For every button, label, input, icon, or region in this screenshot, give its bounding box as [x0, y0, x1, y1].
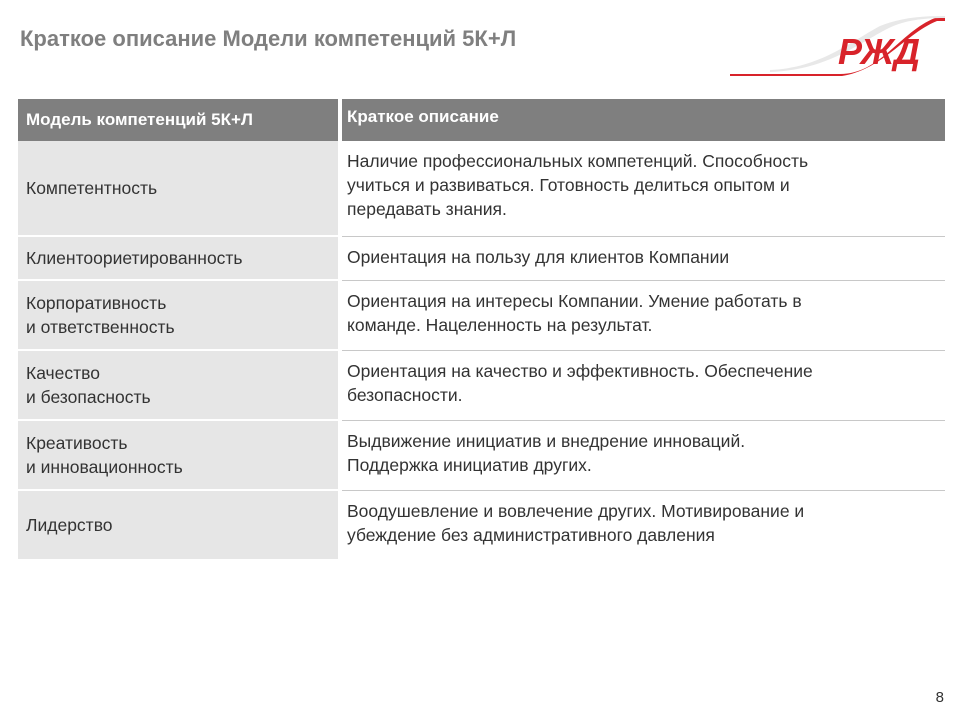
description-cell	[342, 491, 945, 559]
description-line: Ориентация на интересы Компании. Умение работать в	[347, 291, 802, 311]
competence-table	[18, 99, 945, 559]
competence-line: Лидерство	[26, 515, 113, 535]
description-cell	[342, 421, 945, 491]
rzd-logo	[730, 12, 945, 78]
description-line: Поддержка инициатив других.	[347, 455, 592, 475]
competence-line: Качество	[26, 363, 100, 383]
page-number: 8	[935, 689, 944, 706]
description-cell	[342, 237, 945, 281]
description-line: убеждение без административного давления	[347, 525, 715, 545]
description-line: учиться и развиваться. Готовность делиться опытом и	[347, 175, 790, 195]
description-line: команде. Нацеленность на результат.	[347, 315, 653, 335]
logo-text: РЖД	[838, 31, 921, 72]
competence-line: и инновационность	[26, 457, 183, 477]
competence-cell	[18, 281, 338, 351]
competence-line: и ответственность	[26, 317, 175, 337]
description-line: Выдвижение инициатив и внедрение инноваций.	[347, 431, 746, 451]
description-cell	[342, 281, 945, 351]
competence-line: Креативость	[26, 433, 128, 453]
table-row	[18, 351, 945, 421]
table-row	[18, 421, 945, 491]
competence-cell	[18, 421, 338, 491]
table-row	[18, 141, 945, 237]
description-line: передавать знания.	[347, 199, 507, 219]
table-row	[18, 237, 945, 281]
description-line: Наличие профессиональных компетенций. Способность	[347, 151, 809, 171]
description-cell	[342, 351, 945, 421]
slide-title: Краткое описание Модели компетенций 5К+Л	[20, 26, 517, 51]
competence-cell	[18, 237, 338, 281]
description-line: безопасности.	[347, 385, 463, 405]
description-cell	[342, 141, 945, 237]
competence-cell	[18, 141, 338, 237]
competence-line: Компетентность	[26, 178, 158, 198]
table-header-row	[18, 99, 945, 141]
table-row	[18, 491, 945, 559]
description-line: Воодушевление и вовлечение других. Мотивирование и	[347, 501, 805, 521]
table-row	[18, 281, 945, 351]
competence-line: и безопасность	[26, 387, 151, 407]
competence-cell	[18, 491, 338, 559]
header-col-description: Краткое описание	[342, 99, 945, 141]
competence-line: Клиентоориетированность	[26, 248, 243, 268]
competence-cell	[18, 351, 338, 421]
logo-swoosh-icon	[730, 12, 945, 78]
header-col-competence: Модель компетенций 5К+Л	[18, 99, 338, 141]
description-line: Ориентация на качество и эффективность. Обеспечение	[347, 361, 813, 381]
competence-line: Корпоративность	[26, 293, 167, 313]
description-line: Ориентация на пользу для клиентов Компании	[347, 247, 730, 267]
